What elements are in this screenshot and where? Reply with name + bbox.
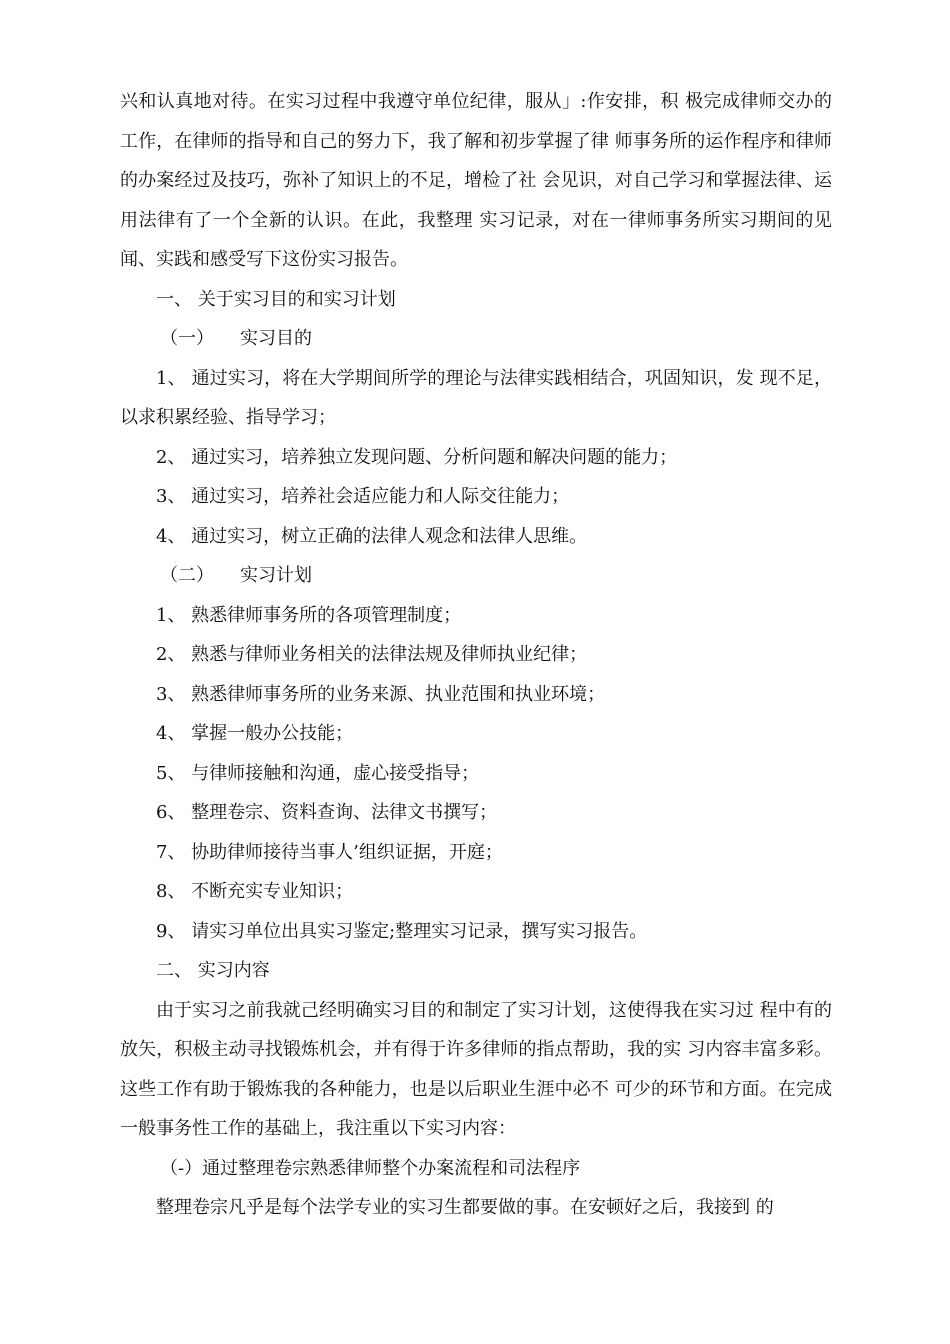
plan-item: 7、 协助律师接待当事人’组织证据，开庭；: [156, 841, 503, 863]
goal-item: 2、 通过实习，培养独立发现问题、分析问题和解决问题的能力；: [156, 446, 678, 468]
goal-item: 3、 通过实习，培养社会适应能力和人际交往能力；: [156, 486, 570, 507]
section-2-paragraph: 由于实习之前我就己经明确实习目的和制定了实习计划，这使得我在实习过 程中有的放矢，积极主动寻找锻炼机会，并有得于许多律师的指点帮助，我的实 习内容丰富多彩。这些工作有助于锻炼我的各种能力，也是以后职业生涯中必不 可少的环节和方面。在完成一般事务性工作的基础上，我注重以下实习内容：: [120, 999, 832, 1139]
section-1-heading: 一、 关于实习目的和实习计划: [156, 288, 396, 310]
plan-item: 3、 熟悉律师事务所的业务来源、执业范围和执业环境；: [156, 683, 606, 705]
plan-item: 6、 整理卷宗、资料查询、法律文书撰写；: [156, 802, 498, 823]
intro-paragraph: 兴和认真地对待。在实习过程中我遵守单位纪律，服从」:作安排，积 极完成律师交办的工作，在律师的指导和自己的努力下，我了解和初步掌握了律 师事务所的运作程序和律师的办案经过及技巧，弥补了知识上的不足，增检了社 会见识，对自己学习和掌握法律、运用法律有了一个全新的认识。在此，我整理 实习记录，对在一律师事务所实习期间的见闻、实践和感受写下这份实习报告。: [120, 91, 832, 270]
subsection-2-title: 实习计划: [240, 565, 312, 586]
goal-item: 4、 通过实习，树立正确的法律人观念和法律人思维。: [156, 525, 588, 547]
section-2-heading: 二、 实习内容: [156, 960, 270, 981]
plan-item: 5、 与律师接触和沟通，虚心接受指导；: [156, 762, 480, 784]
plan-item: 9、 请实习单位出具实习鉴定;整理实习记录，撰写实习报告。: [156, 920, 648, 942]
section-2-subheading: （-）通过整理卷宗熟悉律师整个办案流程和司法程序: [160, 1157, 581, 1179]
goal-item: 1、 通过实习，将在大学期间所学的理论与法律实践相结合，巩固知识，发 现不足，以求积累经验、指导学习；: [120, 367, 832, 428]
plan-item: 4、 掌握一般办公技能；: [156, 723, 354, 744]
plan-item: 2、 熟悉与律师业务相关的法律法规及律师执业纪律；: [156, 644, 588, 665]
plan-item: 8、 不断充实专业知识；: [156, 881, 354, 902]
subsection-1-number: （一）: [160, 328, 214, 349]
subsection-2-number: （二）: [160, 565, 214, 586]
subsection-1-heading: [120, 319, 832, 359]
subsection-2-heading: [120, 556, 832, 596]
subsection-1-title: 实习目的: [240, 328, 312, 349]
plan-item: 1、 熟悉律师事务所的各项管理制度；: [156, 604, 462, 626]
section-2-last-paragraph: 整理卷宗凡乎是每个法学专业的实习生都要做的事。在安顿好之后，我接到 的: [156, 1197, 774, 1218]
document-body: [120, 82, 832, 1228]
